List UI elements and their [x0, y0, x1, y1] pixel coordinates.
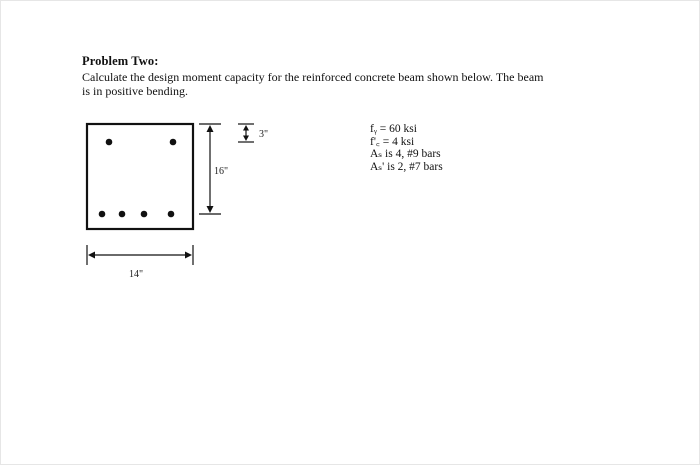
bottom-rebar-4 — [168, 211, 175, 218]
concrete-strength: f'꜀ = 4 ksi — [370, 135, 415, 148]
bottom-rebar-1 — [99, 211, 106, 218]
top-rebar-right — [170, 139, 177, 146]
bottom-rebar-3 — [141, 211, 148, 218]
height-dimension-label: 16" — [214, 166, 229, 177]
cover-dimension — [238, 124, 254, 142]
top-rebar-left — [106, 139, 113, 146]
bottom-rebar-2 — [119, 211, 126, 218]
material-properties — [370, 123, 443, 173]
compression-steel: Aₛ' is 2, #7 bars — [370, 160, 443, 173]
problem-statement-line-1: Calculate the design moment capacity for the reinforced concrete beam shown below. The beam — [82, 70, 544, 84]
steel-yield-strength: fᵧ = 60 ksi — [370, 123, 417, 135]
tension-steel: Aₛ is 4, #9 bars — [370, 148, 441, 161]
cover-dimension-label: 3" — [259, 129, 269, 140]
width-dimension-label: 14" — [129, 269, 144, 280]
problem-statement-line-2: is in positive bending. — [82, 84, 188, 98]
width-dimension — [87, 245, 193, 265]
problem-title: Problem Two: — [82, 54, 159, 68]
